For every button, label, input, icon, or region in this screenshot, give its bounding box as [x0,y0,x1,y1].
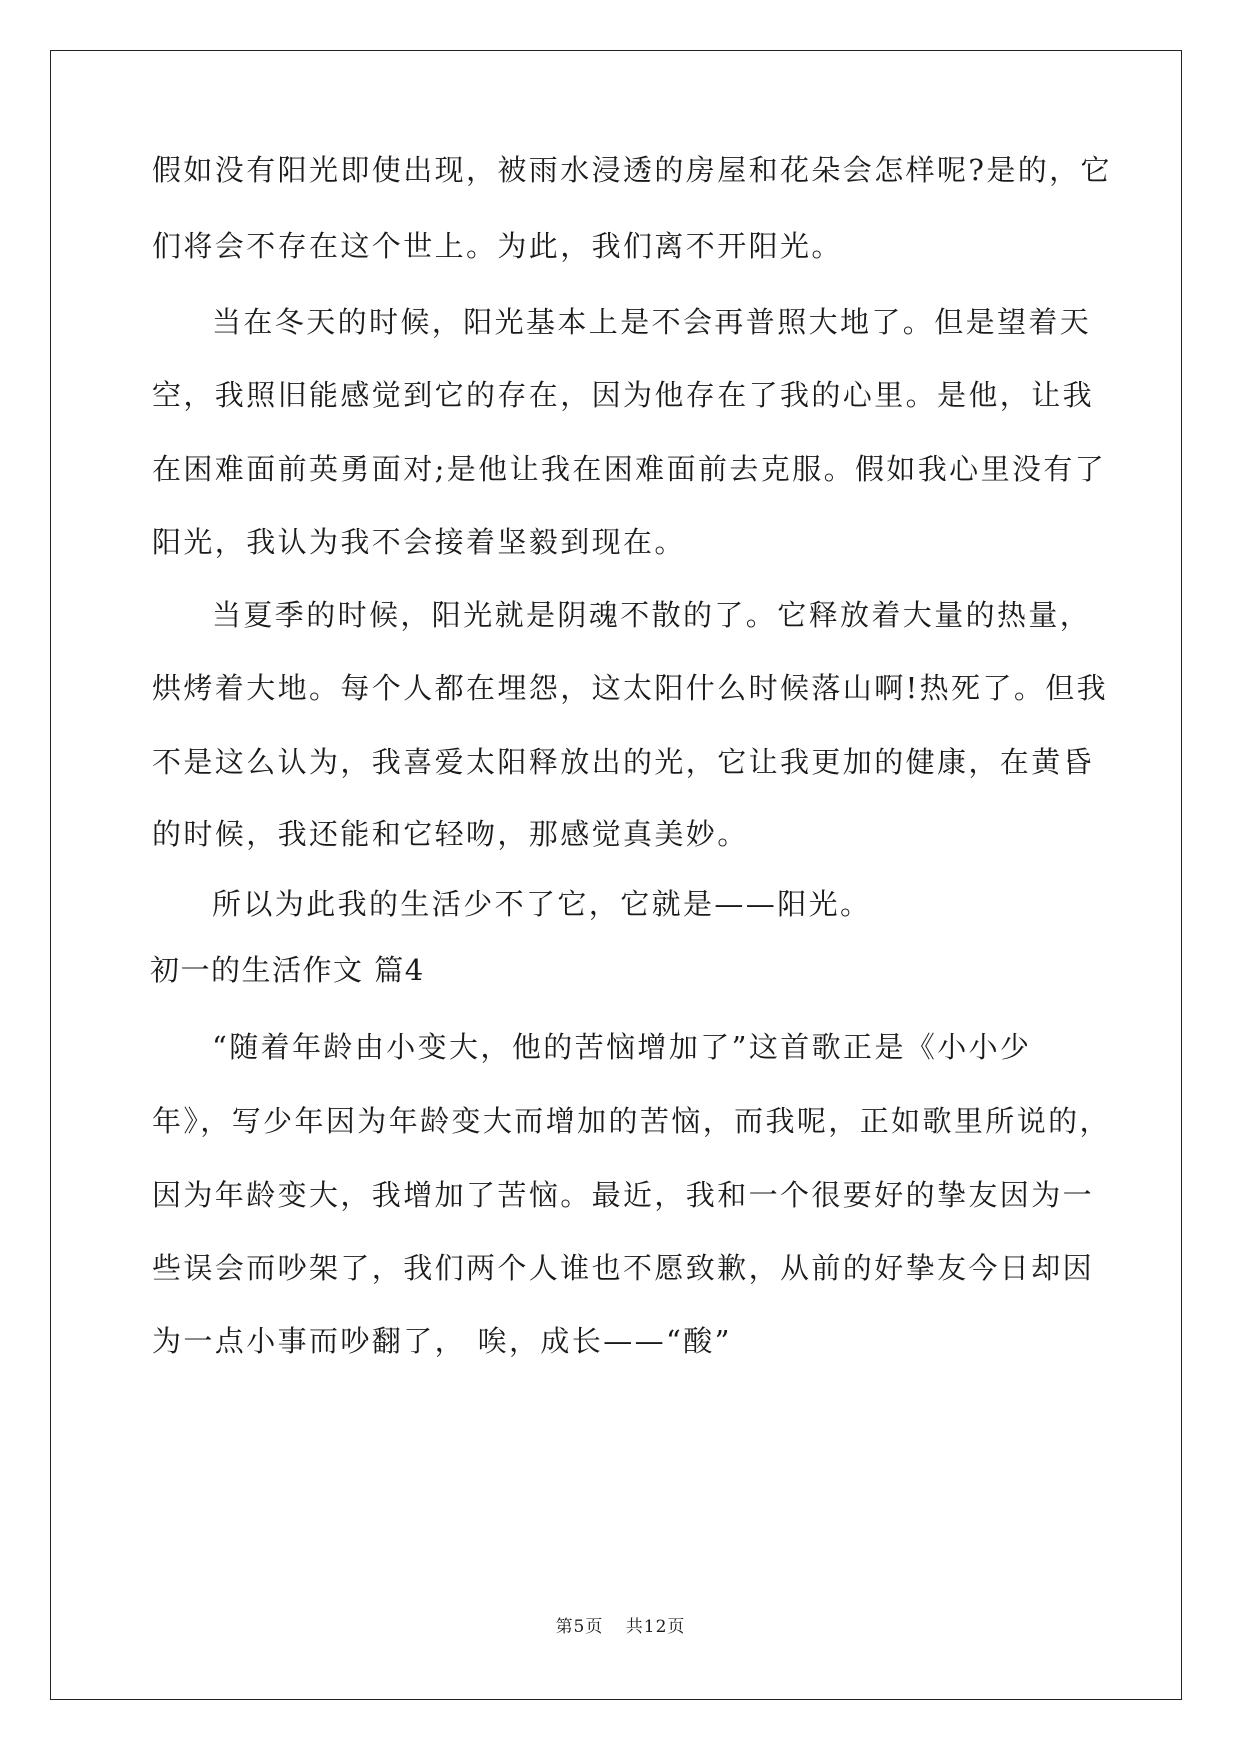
section-heading: 初一的生活作文 篇4 [150,953,425,987]
total-pages: 共12页 [625,1617,686,1637]
page-number: 第5页 [555,1617,604,1637]
text-line: 阳光，我认为我不会接着坚毅到现在。 [152,525,686,559]
page-border [50,50,1182,1700]
text-line: 的时候，我还能和它轻吻，那感觉真美妙。 [152,817,749,851]
paragraph-start: “随着年龄由小变大，他的苦恼增加了”这首歌正是《小小少 [212,1030,1032,1064]
text-line: 因为年龄变大，我增加了苦恼。最近，我和一个很要好的挚友因为一 [152,1178,1095,1212]
text-line: 在困难面前英勇面对;是他让我在困难面前去克服。假如我心里没有了 [152,452,1107,486]
text-line: 假如没有阳光即使出现，被雨水浸透的房屋和花朵会怎样呢?是的，它 [152,153,1112,187]
text-line: 年》，写少年因为年龄变大而增加的苦恼，而我呢，正如歌里所说的， [152,1104,1111,1138]
text-line: 为一点小事而吵翻了， 唉，成长——“酸” [152,1324,732,1358]
text-line: 烘烤着大地。每个人都在埋怨，这太阳什么时候落山啊!热死了。但我 [152,671,1109,705]
text-line: 空，我照旧能感觉到它的存在，因为他存在了我的心里。是他，让我 [152,378,1095,412]
paragraph-start: 当在冬天的时候，阳光基本上是不会再普照大地了。但是望着天 [212,305,1092,339]
text-line: 些误会而吵架了，我们两个人谁也不愿致歉，从前的好挚友今日却因 [152,1251,1095,1285]
page-footer [0,1612,1241,1637]
paragraph-start: 所以为此我的生活少不了它，它就是——阳光。 [212,887,872,921]
text-line: 们将会不存在这个世上。为此，我们离不开阳光。 [152,229,843,263]
paragraph-start: 当夏季的时候，阳光就是阴魂不散的了。它释放着大量的热量， [212,598,1092,632]
text-line: 不是这么认为，我喜爱太阳释放出的光，它让我更加的健康，在黄昏 [152,745,1095,779]
